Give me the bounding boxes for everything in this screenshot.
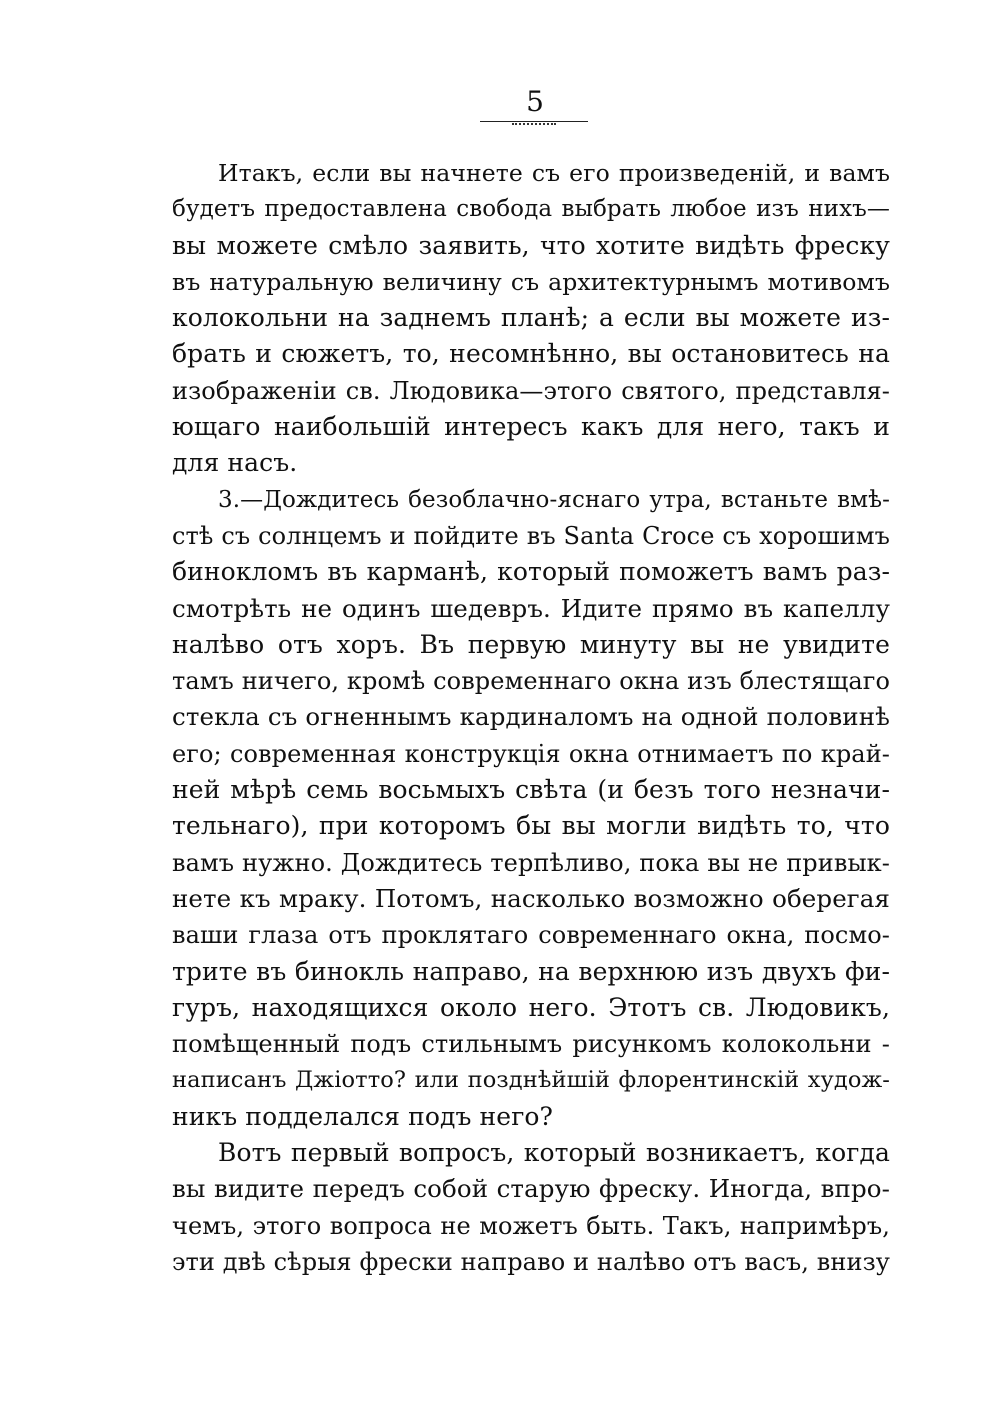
text-line: для насъ. <box>172 448 298 478</box>
text-line: вы видите передъ собой старую фреску. Иногда, впро- <box>172 1174 890 1204</box>
page-number: 5 <box>526 85 544 118</box>
text-line: гуръ, находящихся около него. Этотъ св. Людовикъ, <box>172 992 890 1022</box>
text-line: налѣво отъ хоръ. Въ первую минуту вы не увидите <box>172 629 890 659</box>
text-line: Вотъ первый вопросъ, который возникаетъ, когда <box>218 1138 890 1168</box>
text-line: изображенiи св. Людовика—этого святого, представля- <box>172 376 890 405</box>
header-rule <box>480 121 588 122</box>
text-line: брать и сюжетъ, то, несомнѣнно, вы остановитесь на <box>172 339 890 369</box>
text-line: трите въ бинокль направо, на верхнюю изъ двухъ фи- <box>172 956 890 986</box>
text-line: стѣ съ солнцемъ и пойдите въ Santa Croce съ хорошимъ <box>172 521 890 550</box>
text-line: Итакъ, если вы начнете съ его произведенiй, и вамъ <box>218 159 890 187</box>
text-line: колокольни на заднемъ планѣ; а если вы можете из- <box>172 303 890 333</box>
text-line: тельнаго), при которомъ бы вы могли видѣть то, что <box>172 811 890 841</box>
text-line: нете къ мраку. Потомъ, насколько возможно оберегая <box>172 883 890 913</box>
text-line: вы можете смѣло заявить, что хотите видѣть фреску <box>172 230 890 260</box>
text-line: ней мѣрѣ семь восьмыхъ свѣта (и безъ того незначи- <box>172 775 890 805</box>
text-line: стекла съ огненнымъ кардиналомъ на одной половинѣ <box>172 702 890 732</box>
header-rule-ornament <box>512 123 556 129</box>
text-line: 3.—Дождитесь безоблачно-яснаго утра, встаньте вмѣ- <box>218 486 890 513</box>
text-line: эти двѣ сѣрыя фрески направо и налѣво отъ васъ, внизу <box>172 1247 890 1276</box>
text-line: будетъ предоставлена свобода выбрать любое изъ нихъ— <box>172 196 890 223</box>
text-line: помѣщенный подъ стильнымъ рисункомъ колокольни - <box>172 1030 890 1059</box>
text-line: никъ подделался подъ него? <box>172 1101 554 1131</box>
text-line: его; современная конструкцiя окна отнимаетъ по край- <box>172 739 890 768</box>
text-line: чемъ, этого вопроса не можетъ быть. Такъ, напримѣръ, <box>172 1211 890 1240</box>
text-line: въ натуральную величину съ архитектурнымъ мотивомъ <box>172 267 890 296</box>
text-line: ющаго наибольшiй интересъ какъ для него, такъ и <box>172 412 890 442</box>
text-line: ваши глаза отъ проклятаго современнаго окна, посмо- <box>172 921 890 950</box>
text-line: вамъ нужно. Дождитесь терпѣливо, пока вы не привык- <box>172 848 890 877</box>
text-line: бинокломъ въ карманѣ, который поможетъ вамъ раз- <box>172 557 890 587</box>
text-line: написанъ Джiотто? или позднѣйшiй флорентинскiй худож- <box>172 1067 890 1094</box>
text-line: смотрѣть не одинъ шедевръ. Идите прямо въ капеллу <box>172 593 890 623</box>
body-text <box>172 155 890 1280</box>
text-line: тамъ ничего, кромѣ современнаго окна изъ блестящаго <box>172 667 890 696</box>
